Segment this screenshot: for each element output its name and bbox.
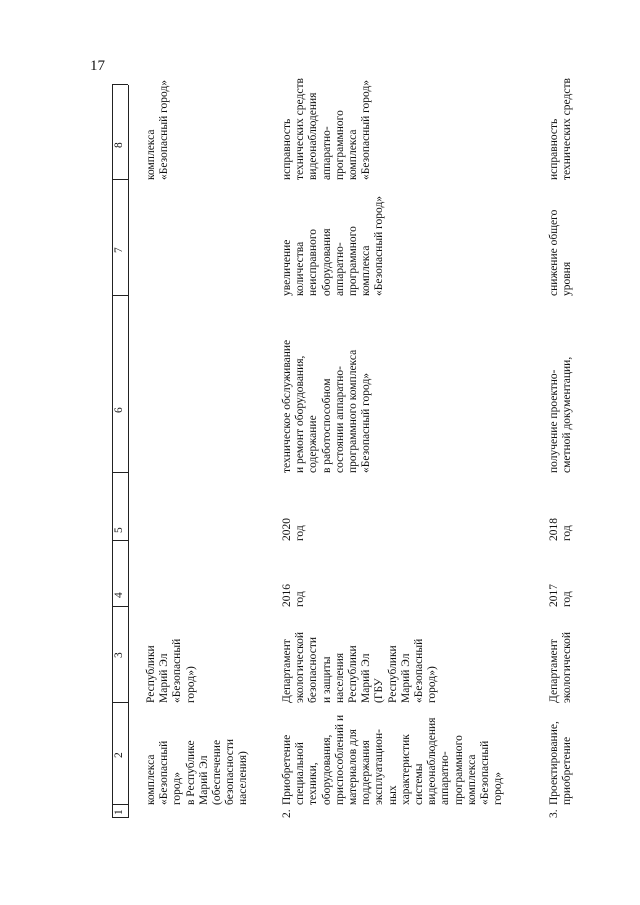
column-header: 4 <box>113 592 125 598</box>
column-divider <box>112 472 128 473</box>
cell-content-line: программного комплекса <box>347 349 359 473</box>
cell-executor-line: «Безопасный <box>413 638 425 703</box>
column-divider <box>112 817 128 818</box>
cell-executor-line: Департамент <box>548 639 560 703</box>
cell-result-line: увеличение <box>281 239 293 296</box>
cell-executor-line: город») <box>426 666 439 703</box>
cell-result-line: оборудования <box>320 228 333 296</box>
row-number: 3. <box>548 809 560 818</box>
cell-content-line: содержание <box>307 415 320 473</box>
column-divider <box>112 295 128 296</box>
column-header: 3 <box>113 652 125 658</box>
cell-indicator-line: «Безопасный город» <box>360 79 373 180</box>
cell-indicator-line: программного <box>333 110 346 180</box>
cell-executor-line: Республики <box>386 645 399 703</box>
cell-indicator-line: технических средств <box>561 78 574 180</box>
cell-content-line: сметной документации, <box>561 356 574 473</box>
cell-name-line: «Безопасный <box>158 740 171 805</box>
cell-name-line: техники, <box>307 762 320 805</box>
cell-end-line: год <box>561 525 574 541</box>
cell-result-line: уровня <box>561 261 574 296</box>
cell-executor-line: населения <box>333 652 346 703</box>
cell-executor-line: Марий Эл <box>158 653 171 703</box>
cell-name-line: «Безопасный <box>479 740 491 805</box>
column-divider <box>112 702 128 703</box>
cell-executor-line: Марий Эл <box>399 653 412 703</box>
cell-name-line: поддержания <box>360 740 373 805</box>
cell-name-line: населения) <box>237 751 250 805</box>
cell-result-line: комплекса <box>360 245 373 296</box>
cell-executor-line: Марий Эл <box>360 653 373 703</box>
cell-indicator-line: видеонаблюдения <box>307 92 320 180</box>
column-header: 5 <box>113 527 125 533</box>
cell-executor-line: «Безопасный <box>171 638 184 703</box>
cell-name-line: приспособлений и <box>333 714 346 805</box>
header-rule <box>128 85 129 818</box>
cell-indicator-line: исправность <box>548 118 560 180</box>
cell-start-line: 2016 <box>281 584 293 607</box>
cell-indicator-line: аппаратно- <box>320 126 333 180</box>
cell-executor-line: безопасности <box>307 636 320 703</box>
column-header: 6 <box>113 407 125 413</box>
cell-content-line: техническое обслуживание <box>281 339 293 473</box>
cell-result-line: снижение общего <box>548 209 560 296</box>
column-divider <box>112 540 128 541</box>
cell-indicator-line: комплекса <box>347 129 359 180</box>
cell-indicator-line: исправность <box>281 118 293 180</box>
column-header: 8 <box>113 142 125 148</box>
cell-end-line: 2020 <box>281 518 293 541</box>
cell-executor-line: экологической <box>561 631 574 703</box>
header-rule <box>112 85 113 818</box>
column-divider <box>112 84 128 85</box>
cell-name-line: видеонаблюдения <box>426 717 439 805</box>
cell-content-line: «Безопасный город» <box>360 372 373 473</box>
cell-name-line: аппаратно- <box>439 751 452 805</box>
cell-result-line: «Безопасный город» <box>373 195 386 296</box>
cell-name-line: город» <box>492 772 505 805</box>
cell-end-line: год <box>294 525 307 541</box>
cell-name-line: ных <box>386 785 399 805</box>
cell-executor-line: Республики <box>347 645 359 703</box>
cell-content-line: состоянии аппаратно- <box>333 366 346 473</box>
cell-executor-line: (ГБУ <box>373 678 386 703</box>
cell-name-line: системы <box>413 763 425 805</box>
cell-name-line: Приобретение <box>281 734 293 805</box>
cell-start-line: год <box>294 591 307 607</box>
cell-result-line: количества <box>294 241 307 296</box>
cell-start-line: год <box>561 591 574 607</box>
column-divider <box>112 804 128 805</box>
row-number: 2. <box>281 809 293 818</box>
cell-result-line: программного <box>347 226 359 296</box>
cell-executor-line: Республики <box>145 645 157 703</box>
page-number: 17 <box>90 58 105 74</box>
cell-name-line: Проектирование, <box>548 721 560 805</box>
cell-executor-line: экологической <box>294 631 307 703</box>
cell-name-line: специальной <box>294 742 307 805</box>
cell-name-line: Марий Эл <box>197 755 210 805</box>
column-divider <box>112 179 128 180</box>
cell-content-line: и ремонт оборудования, <box>294 355 307 473</box>
cell-name-line: безопасности <box>224 738 237 805</box>
cell-name-line: материалов для <box>347 729 359 805</box>
cell-name-line: комплекса <box>465 754 478 805</box>
cell-name-line: приобретение <box>561 736 574 805</box>
cell-end-line: 2018 <box>548 518 560 541</box>
cell-result-line: аппаратно- <box>333 242 346 296</box>
column-header: 2 <box>113 752 125 758</box>
cell-name-line: программного <box>452 735 465 805</box>
column-header: 7 <box>113 247 125 253</box>
cell-content-line: получение проектно- <box>548 369 560 473</box>
cell-executor-line: город») <box>184 666 197 703</box>
cell-name-line: (обеспечение <box>211 739 223 805</box>
cell-name-line: эксплуатацион- <box>373 729 386 805</box>
cell-name-line: комплекса <box>145 754 157 805</box>
cell-indicator-line: комплекса <box>145 129 157 180</box>
cell-name-line: характеристик <box>399 734 412 805</box>
cell-name-line: оборудования, <box>320 734 333 805</box>
cell-executor-line: Департамент <box>281 639 293 703</box>
cell-indicator-line: технических средств <box>294 78 307 180</box>
column-header: 1 <box>113 809 125 815</box>
cell-start-line: 2017 <box>548 584 560 607</box>
cell-content-line: в работоспособном <box>320 378 333 473</box>
cell-name-line: в Республике <box>184 740 197 805</box>
cell-name-line: город» <box>171 772 184 805</box>
cell-result-line: неисправного <box>307 228 320 296</box>
column-divider <box>112 606 128 607</box>
cell-indicator-line: «Безопасный город» <box>158 79 171 180</box>
cell-executor-line: и защиты <box>320 656 333 703</box>
